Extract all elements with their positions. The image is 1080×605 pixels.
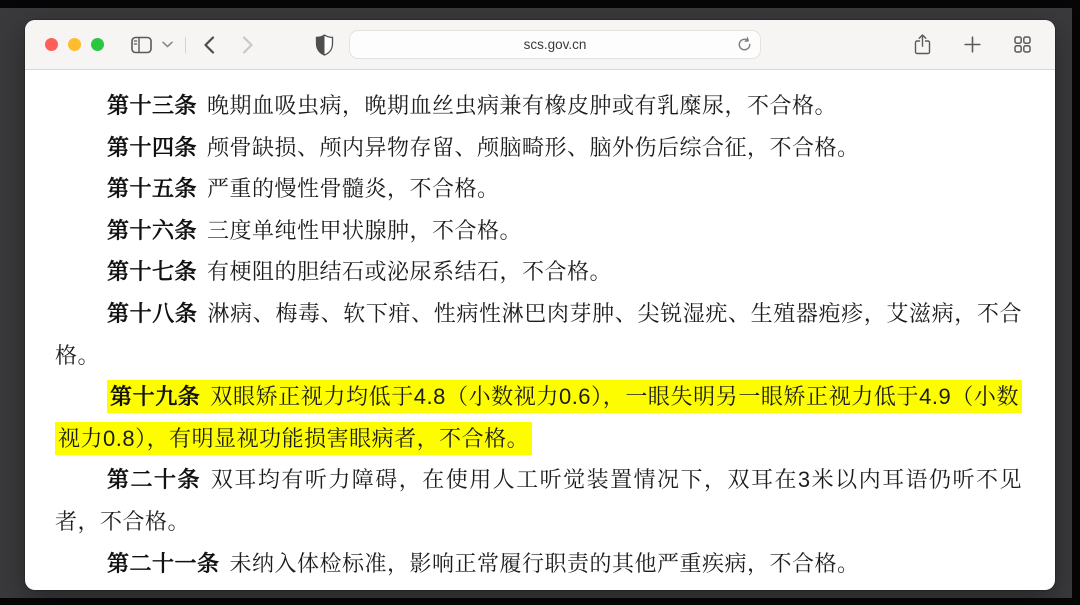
- minimize-window-button[interactable]: [68, 38, 81, 51]
- article-number: 第十八条: [107, 300, 198, 326]
- new-tab-icon[interactable]: [959, 31, 985, 59]
- article-text: 颅骨缺损、颅内异物存留、颅脑畸形、脑外伤后综合征，不合格。: [207, 134, 860, 160]
- desktop-background: [0, 8, 1072, 598]
- article-paragraph-14: [55, 127, 1022, 169]
- toolbar-right-controls: [909, 31, 1035, 59]
- article-paragraph-15: [55, 168, 1022, 210]
- article-text: 双眼矫正视力均低于4.8（小数视力0.6），一眼失明另一眼矫正视力低于4.9（小数视力0.8），有明显视功能损害眼病者，不合格。: [58, 384, 1019, 451]
- back-icon[interactable]: [196, 31, 222, 59]
- article-text: 未纳入体检标准，影响正常履行职责的其他严重疾病，不合格。: [229, 550, 860, 576]
- chevron-down-icon[interactable]: [159, 31, 175, 59]
- article-paragraph-20: [55, 459, 1022, 542]
- close-window-button[interactable]: [45, 38, 58, 51]
- zoom-window-button[interactable]: [91, 38, 104, 51]
- article-number: 第十九条: [110, 384, 201, 410]
- page-content: [25, 70, 1055, 584]
- article-number: 第十七条: [107, 259, 198, 285]
- article-text: 晚期血吸虫病，晚期血丝虫病兼有橡皮肿或有乳糜尿，不合格。: [207, 93, 838, 118]
- browser-toolbar: [25, 20, 1055, 70]
- article-text: 严重的慢性骨髓炎，不合格。: [207, 176, 500, 202]
- toolbar-divider: [185, 37, 186, 53]
- sidebar-icon[interactable]: [128, 31, 154, 59]
- article-paragraph-13: [55, 85, 1022, 127]
- article-text: 有梗阻的胆结石或泌尿系结石，不合格。: [207, 259, 613, 285]
- article-number: 第二十条: [107, 467, 201, 493]
- highlighted-text: [55, 380, 1022, 455]
- article-number: 第十四条: [107, 134, 198, 160]
- article-number: 第十六条: [107, 217, 198, 243]
- forward-icon[interactable]: [235, 31, 261, 59]
- article-paragraph-16: [55, 210, 1022, 252]
- share-icon[interactable]: [909, 31, 935, 59]
- navigation-controls: [128, 31, 261, 59]
- article-paragraph-21: [55, 543, 1022, 585]
- article-number: 第十五条: [107, 176, 198, 202]
- article-text: 淋病、梅毒、软下疳、性病性淋巴肉芽肿、尖锐湿疣、生殖器疱疹，艾滋病，不合格。: [55, 300, 1022, 368]
- article-paragraph-19: [55, 376, 1022, 459]
- article-text: 双耳均有听力障碍，在使用人工听觉装置情况下，双耳在3米以内耳语仍听不见者，不合格。: [55, 467, 1022, 534]
- reload-icon[interactable]: [732, 33, 756, 57]
- address-bar[interactable]: [349, 30, 761, 59]
- article-text: 三度单纯性甲状腺肿，不合格。: [207, 217, 523, 243]
- article-number: 第二十一条: [107, 550, 220, 576]
- privacy-shield-icon[interactable]: [311, 31, 337, 59]
- browser-window: [25, 20, 1055, 590]
- url-text: scs.gov.cn: [523, 37, 587, 52]
- tab-overview-icon[interactable]: [1009, 31, 1035, 59]
- article-paragraph-18: [55, 293, 1022, 376]
- article-paragraph-17: [55, 251, 1022, 293]
- article-number: 第十三条: [107, 93, 198, 118]
- window-controls: [45, 38, 104, 51]
